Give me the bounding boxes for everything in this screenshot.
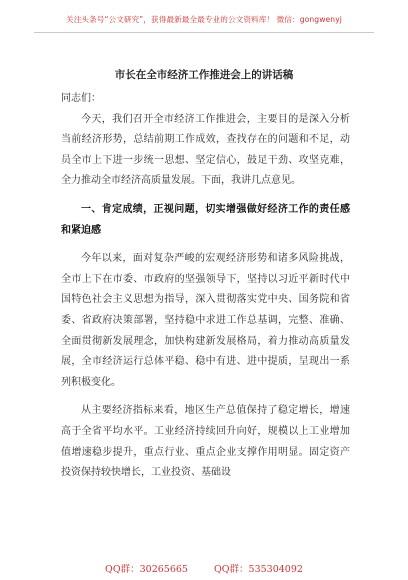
paragraph-intro: 今天，我们召开全市经济工作推进会，主要目的是深入分析当前经济形势，总结前期工作成效，查找存在的问题和不足，动员全市上下进一步统一思想、坚定信心，鼓足干劲、攻坚克难，全力推动全市经济高质量发展。下面，我讲几点意见。 <box>61 113 350 187</box>
document-title: 市长在全市经济工作推进会上的讲话稿 <box>114 69 294 81</box>
qq-group-1: QQ群：30265665 <box>105 564 188 575</box>
paragraph-achievements: 今年以来，面对复杂严峻的宏观经济形势和诸多风险挑战，全市上下在市委、市政府的坚强领导下，坚持以习近平新时代中国特色社会主义思想为指导，深入贯彻落实党中央、国务院和省委、省政府决策部署，坚持稳中求进工作总基调，完整、准确、全面贯彻新发展理念，加快构建新发展格局，着力推动高质量发展，全市经济运行总体平稳、稳中有进、进中提质，呈现出一系列积极变化。 <box>61 253 350 388</box>
footer-contacts <box>0 561 408 575</box>
salutation: 同志们： <box>61 93 101 104</box>
promo-banner: 关注头条号“公文研究”，获得最新最全最专业的公文资料库！ 微信：gongwenyj <box>66 15 342 24</box>
qq-group-2: QQ群：535304092 <box>213 564 303 575</box>
document-body <box>61 89 350 484</box>
section-heading: 一、肯定成绩，正视问题，切实增强做好经济工作的责任感和紧迫感 <box>61 203 350 236</box>
paragraph-indicators: 从主要经济指标来看，地区生产总值保持了稳定增长，增速高于全省平均水平。工业经济持续回升向好，规模以上工业增加值增速稳步提升，重点行业、重点企业支撑作用明显。固定资产投资保持较快增长，工业投资、基础设 <box>61 405 350 479</box>
header-divider <box>34 32 374 33</box>
